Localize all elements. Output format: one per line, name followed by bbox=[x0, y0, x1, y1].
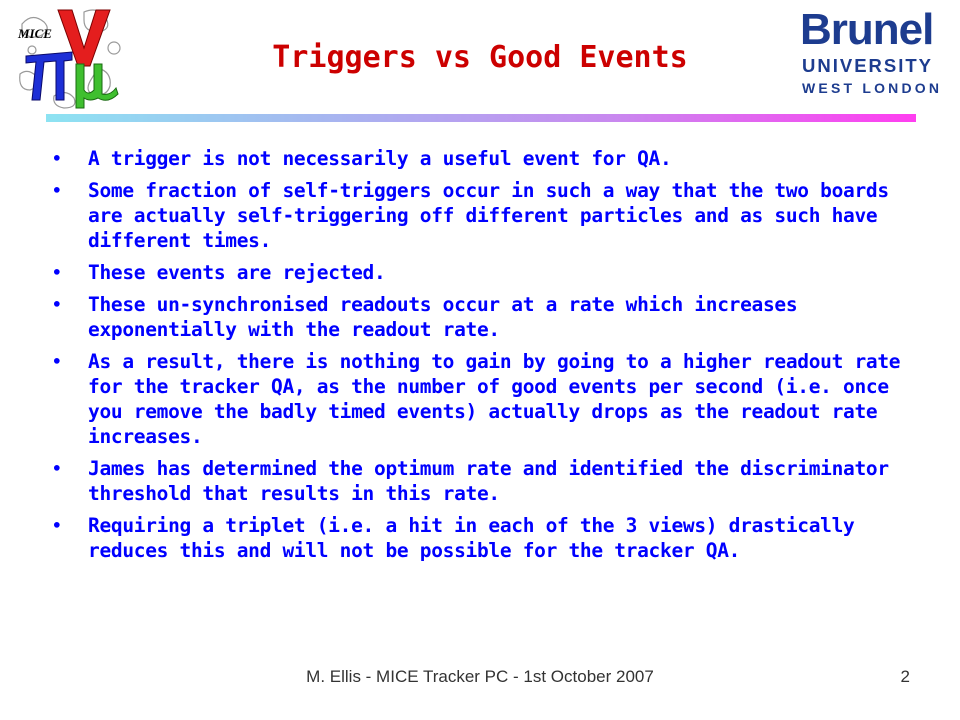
bullet-text: Requiring a triplet (i.e. a hit in each of the 3 views) drastically reduces this and will not be possible for the tracker QA. bbox=[88, 514, 855, 562]
bullet-text: These un-synchronised readouts occur at a rate which increases exponentially with the readout rate. bbox=[88, 293, 798, 341]
bullet-text: Some fraction of self-triggers occur in such a way that the two boards are actually self-triggering off different particles and as such have different times. bbox=[88, 179, 889, 252]
slide-title: Triggers vs Good Events bbox=[272, 40, 688, 75]
bullet-item bbox=[52, 292, 912, 342]
bullet-text: A trigger is not necessarily a useful event for QA. bbox=[88, 147, 672, 170]
bullet-text: James has determined the optimum rate and identified the discriminator threshold that results in this rate. bbox=[88, 457, 889, 505]
bullet-dot-icon: • bbox=[52, 516, 62, 535]
brunel-logo-university: UNIVERSITY bbox=[802, 55, 934, 76]
brunel-logo-name: Brunel bbox=[800, 5, 934, 54]
bullet-item bbox=[52, 513, 912, 563]
brunel-university-logo bbox=[800, 5, 950, 103]
title-divider bbox=[46, 114, 916, 122]
bullet-dot-icon: • bbox=[52, 149, 62, 168]
bullet-text: As a result, there is nothing to gain by going to a higher readout rate for the tracker QA, as the number of good events per second (i.e. once you remove the badly timed events) actually drops as the readout rate increases. bbox=[88, 350, 901, 448]
bullet-item bbox=[52, 178, 912, 253]
slide-footer: M. Ellis - MICE Tracker PC - 1st October 2007 bbox=[306, 667, 654, 686]
bullet-dot-icon: • bbox=[52, 352, 62, 371]
mice-logo-label: MICE bbox=[18, 26, 52, 41]
bullet-dot-icon: • bbox=[52, 263, 62, 282]
bullet-dot-icon: • bbox=[52, 459, 62, 478]
bullet-list bbox=[52, 146, 912, 570]
page-number: 2 bbox=[900, 667, 910, 686]
mice-logo-graphic bbox=[14, 4, 132, 112]
bullet-dot-icon: • bbox=[52, 181, 62, 200]
bullet-item bbox=[52, 146, 912, 171]
bullet-text: These events are rejected. bbox=[88, 261, 386, 284]
bullet-item bbox=[52, 260, 912, 285]
mice-logo bbox=[14, 4, 132, 112]
bullet-item bbox=[52, 349, 912, 449]
brunel-logo-location: WEST LONDON bbox=[802, 80, 943, 96]
bullet-dot-icon: • bbox=[52, 295, 62, 314]
bullet-item bbox=[52, 456, 912, 506]
